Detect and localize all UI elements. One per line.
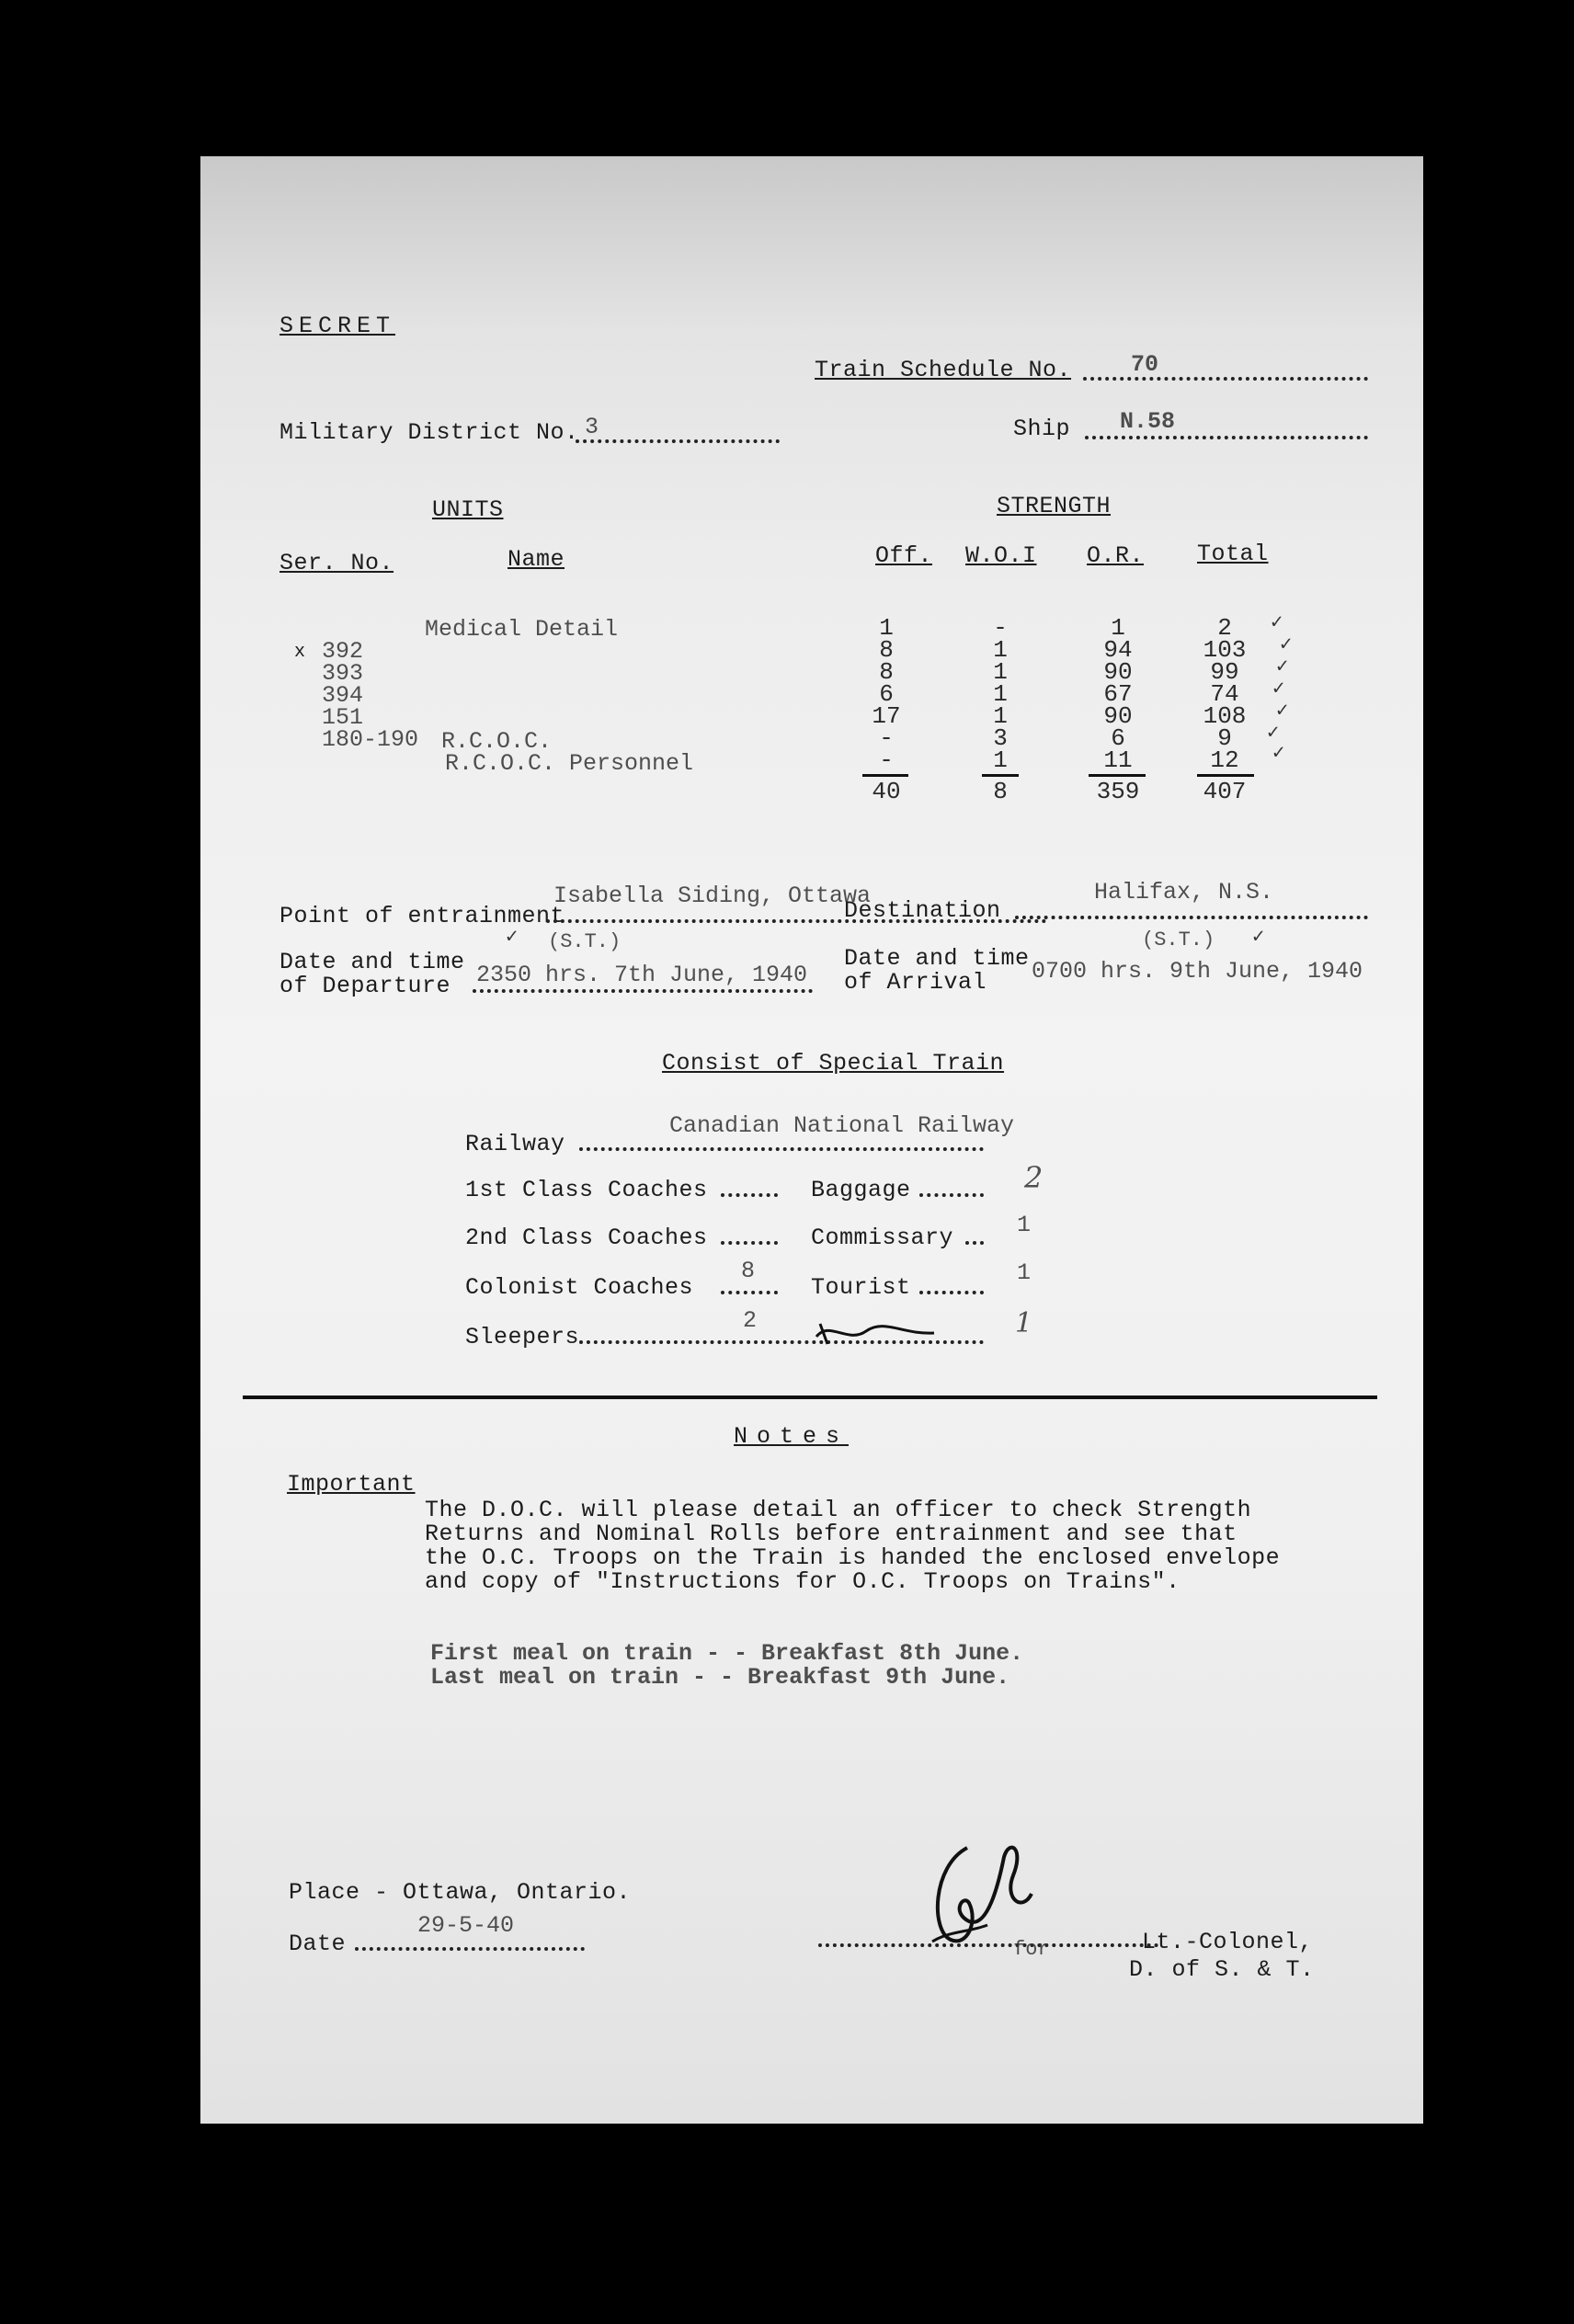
row-mark: x [294, 642, 306, 663]
total-cell: 108 [1203, 702, 1247, 730]
or-cell: 1 [1111, 614, 1125, 642]
destination-dotted-line [1015, 916, 1368, 919]
strength-heading: STRENGTH [997, 493, 1112, 519]
checkmark-icon: ✓ [1272, 678, 1285, 701]
note-line-2: Returns and Nominal Rolls before entrainment and see that [425, 1521, 1238, 1547]
baggage-value: 2 [1024, 1160, 1044, 1195]
woi-cell: 1 [993, 746, 1008, 774]
consist-heading: Consist of Special Train [662, 1050, 1005, 1077]
train-schedule-number: 70 [1131, 351, 1159, 378]
railway-label: Railway [465, 1131, 565, 1157]
woi-cell: - [993, 614, 1008, 642]
ser-no-cell: 180-190 [322, 726, 419, 753]
date-dotted-line [355, 1947, 585, 1951]
sleepers-extra-value: 1 [1015, 1307, 1033, 1339]
entrainment-value: Isabella Siding, Ottawa [553, 883, 872, 909]
units-heading: UNITS [432, 496, 504, 523]
section-divider [243, 1396, 1377, 1399]
last-meal-line: Last meal on train - - Breakfast 9th June. [430, 1664, 1010, 1691]
commissary-dotted-line [965, 1241, 984, 1245]
destination-label: Destination [844, 897, 1001, 924]
checkmark-icon: ✓ [1280, 633, 1293, 656]
or-cell: 6 [1111, 724, 1125, 752]
notes-heading: Notes [734, 1423, 850, 1450]
first-class-dotted-line [721, 1193, 778, 1197]
or-total-rule [1089, 774, 1146, 777]
checkmark-icon: ✓ [1267, 722, 1280, 745]
classification-label: SECRET [279, 313, 396, 339]
woi-cell: 1 [993, 680, 1008, 708]
sleepers-label: Sleepers [465, 1324, 580, 1350]
woi-cell: 1 [993, 636, 1008, 664]
note-line-3: the O.C. Troops on the Train is handed the enclosed envelope [425, 1544, 1281, 1571]
or-total: 359 [1096, 778, 1140, 805]
checkmark-icon: ✓ [1271, 611, 1283, 634]
first-class-label: 1st Class Coaches [465, 1177, 708, 1203]
or-cell: 94 [1103, 636, 1133, 664]
or-cell: 11 [1103, 746, 1133, 774]
checkmark-icon: ✓ [1272, 742, 1285, 765]
off-cell: - [879, 724, 894, 752]
arrival-label-line2: of Arrival [844, 969, 987, 996]
struck-out-entry-icon [811, 1316, 940, 1350]
departure-label-line1: Date and time [279, 949, 465, 975]
tourist-value: 1 [1017, 1259, 1032, 1286]
off-total: 40 [872, 778, 901, 805]
arrival-time-note: (S.T.) [1142, 928, 1215, 951]
total-cell: 103 [1203, 636, 1247, 664]
date-label: Date [289, 1931, 347, 1957]
baggage-label: Baggage [811, 1177, 911, 1203]
baggage-dotted-line [919, 1193, 984, 1197]
woi-cell: 3 [993, 724, 1008, 752]
commissary-label: Commissary [811, 1225, 954, 1251]
or-cell: 90 [1103, 658, 1133, 686]
column-header-off: Off. [875, 542, 933, 569]
officer-rank: Lt.-Colonel, [1142, 1929, 1314, 1955]
district-label: Military District No. [279, 419, 579, 446]
woi-cell: 1 [993, 658, 1008, 686]
off-cell: 1 [879, 614, 894, 642]
column-header-woi: W.O.I [965, 542, 1037, 569]
total-cell: 74 [1210, 680, 1239, 708]
second-class-dotted-line [721, 1241, 778, 1245]
date-value: 29-5-40 [417, 1912, 515, 1939]
unit-name: R.C.O.C. [441, 728, 553, 755]
district-dotted-line [576, 439, 780, 443]
ser-no-cell: 392 [322, 638, 364, 665]
total-cell: 2 [1217, 614, 1232, 642]
woi-cell: 1 [993, 702, 1008, 730]
second-class-label: 2nd Class Coaches [465, 1225, 708, 1251]
total-cell: 99 [1210, 658, 1239, 686]
total-total-rule [1197, 774, 1254, 777]
checkmark-icon: ✓ [1276, 700, 1289, 723]
railway-dotted-line [579, 1147, 984, 1151]
off-cell: 6 [879, 680, 894, 708]
important-label: Important [287, 1471, 416, 1498]
column-header-or: O.R. [1087, 542, 1145, 569]
ship-dotted-line [1085, 436, 1368, 439]
departure-label-line2: of Departure [279, 973, 451, 999]
tourist-label: Tourist [811, 1274, 911, 1301]
signature-for: for [1013, 1938, 1050, 1961]
destination-value: Halifax, N.S. [1094, 879, 1274, 906]
unit-name: R.C.O.C. Personnel [445, 750, 694, 777]
off-cell: - [879, 746, 894, 774]
document-page [200, 156, 1423, 2124]
ship-value: N.58 [1120, 408, 1176, 435]
column-header-ser-no: Ser. No. [279, 550, 394, 576]
train-schedule-label: Train Schedule No. [815, 357, 1072, 383]
arrival-label-line1: Date and time [844, 945, 1030, 972]
checkmark-icon: ✓ [506, 926, 519, 949]
note-line-1: The D.O.C. will please detail an officer to check Strength [425, 1497, 1252, 1523]
colonist-value: 8 [741, 1258, 756, 1284]
officer-office: D. of S. & T. [1129, 1956, 1315, 1983]
departure-time-note: (S.T.) [548, 930, 622, 953]
place-line: Place - Ottawa, Ontario. [289, 1879, 632, 1906]
total-cell: 12 [1210, 746, 1239, 774]
ser-no-cell: 394 [322, 682, 364, 709]
column-header-name: Name [508, 546, 565, 573]
or-cell: 67 [1103, 680, 1133, 708]
departure-value: 2350 hrs. 7th June, 1940 [476, 962, 808, 988]
grand-total: 407 [1203, 778, 1247, 805]
sleepers-value: 2 [743, 1307, 758, 1334]
commissary-value: 1 [1017, 1212, 1032, 1238]
colonist-label: Colonist Coaches [465, 1274, 694, 1301]
tourist-dotted-line [919, 1291, 984, 1294]
arrival-value: 0700 hrs. 9th June, 1940 [1032, 958, 1363, 985]
train-schedule-dotted-line [1083, 377, 1368, 381]
ser-no-cell: 151 [322, 704, 364, 731]
total-cell: 9 [1217, 724, 1232, 752]
column-header-total: Total [1197, 541, 1269, 567]
woi-total-rule [982, 774, 1019, 777]
ship-label: Ship [1013, 416, 1071, 442]
district-number: 3 [585, 414, 599, 440]
off-cell: 8 [879, 636, 894, 664]
ser-no-cell: 393 [322, 660, 364, 687]
departure-dotted-line [473, 989, 813, 993]
checkmark-icon: ✓ [1276, 655, 1289, 678]
checkmark-icon: ✓ [1252, 926, 1265, 949]
first-meal-line: First meal on train - - Breakfast 8th June. [430, 1640, 1024, 1667]
unit-name: Medical Detail [425, 616, 619, 643]
off-cell: 8 [879, 658, 894, 686]
off-total-rule [862, 774, 908, 777]
off-cell: 17 [872, 702, 901, 730]
colonist-dotted-line [721, 1291, 778, 1294]
or-cell: 90 [1103, 702, 1133, 730]
railway-value: Canadian National Railway [669, 1112, 1015, 1139]
woi-total: 8 [993, 778, 1008, 805]
entrainment-label: Point of entrainment [279, 903, 565, 929]
note-line-4: and copy of "Instructions for O.C. Troops on Trains". [425, 1568, 1180, 1595]
